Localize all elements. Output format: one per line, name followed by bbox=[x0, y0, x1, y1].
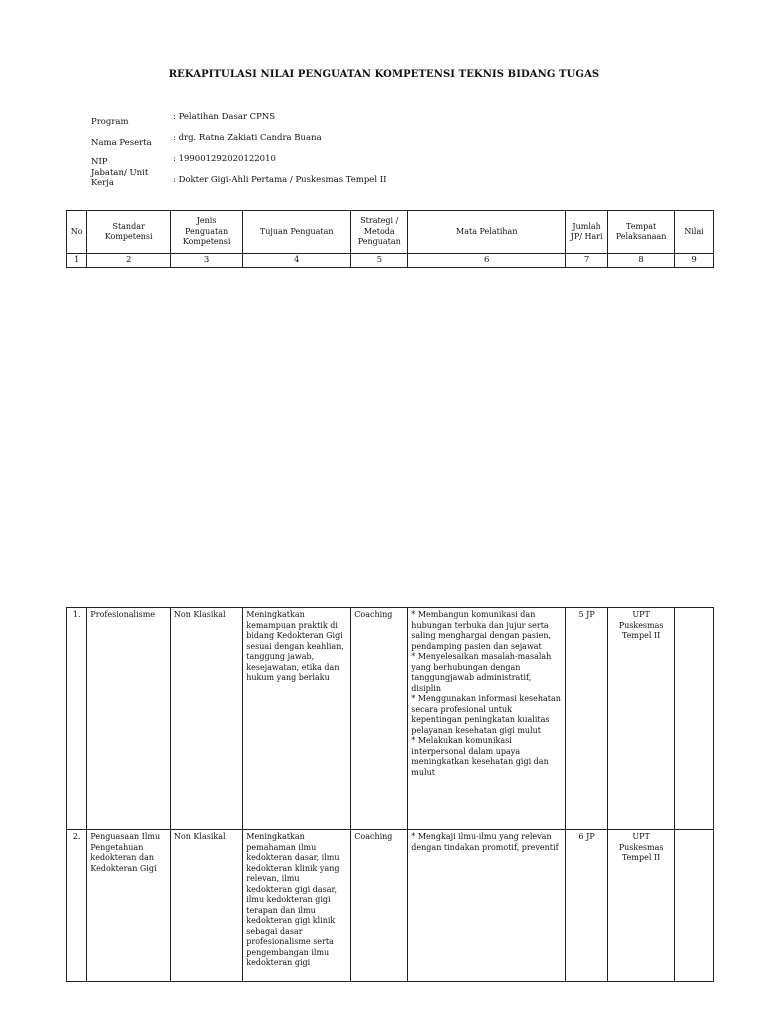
info-value-nama: : drg. Ratna Zakiati Candra Buana bbox=[173, 133, 322, 143]
info-label-nama: Nama Peserta bbox=[91, 138, 152, 148]
document-title: REKAPITULASI NILAI PENGUATAN KOMPETENSI TEKNIS BIDANG TUGAS bbox=[168, 69, 600, 80]
col-number: 2 bbox=[87, 254, 171, 268]
info-value-program: : Pelatihan Dasar CPNS bbox=[173, 112, 276, 122]
row-nilai bbox=[675, 830, 714, 982]
info-label-nip: NIP bbox=[91, 157, 108, 167]
row-tujuan: Meningkatkan kemampuan praktik di bidang Kedokteran Gigi sesuai dengan keahlian, tanggung jawab, kesejawatan, etika dan hukum yang berlaku bbox=[243, 608, 351, 830]
col-header-nilai: Nilai bbox=[675, 211, 714, 254]
col-number: 6 bbox=[408, 254, 566, 268]
row-jenis: Non Klasikal bbox=[170, 830, 242, 982]
competency-table bbox=[66, 607, 714, 982]
col-number: 8 bbox=[607, 254, 674, 268]
row-mata-pelatihan: * Mengkaji ilmu-ilmu yang relevan dengan tindakan promotif, preventif bbox=[408, 830, 566, 982]
col-header-no: No bbox=[67, 211, 87, 254]
row-strategi: Coaching bbox=[351, 608, 408, 830]
table-row bbox=[67, 830, 714, 982]
col-header-jenis: Jenis Penguatan Kompetensi bbox=[170, 211, 242, 254]
row-tempat: UPT Puskesmas Tempel II bbox=[607, 830, 674, 982]
row-standar: Penguasaan Ilmu Pengetahuan kedokteran dan Kedokteran Gigi bbox=[87, 830, 171, 982]
col-header-tempat: Tempat Pelaksanaan bbox=[607, 211, 674, 254]
info-value-jabatan: : Dokter Gigi-Ahli Pertama / Puskesmas Tempel II bbox=[173, 175, 387, 185]
col-number: 1 bbox=[67, 254, 87, 268]
header-table bbox=[66, 210, 714, 268]
info-label-program: Program bbox=[91, 117, 129, 127]
table-row bbox=[67, 608, 714, 830]
col-number: 9 bbox=[675, 254, 714, 268]
info-label-jabatan: Jabatan/ Unit Kerja bbox=[91, 168, 149, 188]
row-strategi: Coaching bbox=[351, 830, 408, 982]
info-value-nip: : 199001292020122010 bbox=[173, 154, 276, 164]
col-header-jp: Jumlah JP/ Hari bbox=[566, 211, 608, 254]
col-number: 5 bbox=[351, 254, 408, 268]
col-header-standar: Standar Kompetensi bbox=[87, 211, 171, 254]
row-no: 1. bbox=[67, 608, 87, 830]
row-jp: 6 JP bbox=[566, 830, 608, 982]
row-jp: 5 JP bbox=[566, 608, 608, 830]
row-standar: Profesionalisme bbox=[87, 608, 171, 830]
row-nilai bbox=[675, 608, 714, 830]
row-mata-pelatihan: * Membangun komunikasi dan hubungan terbuka dan jujur serta saling menghargai dengan pasien, pendamping pasien dan sejawat * Menyelesaikan masalah-masalah yang berhubungan dengan tanggungjawab administratif, disiplin * Menggunakan informasi kesehatan secara profesional untuk kepentingan peningkatan kualitas pelayanan kesehatan gigi mulut * Melakukan komunikasi interpersonal dalam upaya meningkatkan kesehatan gigi dan mulut bbox=[408, 608, 566, 830]
col-header-tujuan: Tujuan Penguatan bbox=[243, 211, 351, 254]
row-jenis: Non Klasikal bbox=[170, 608, 242, 830]
col-number: 3 bbox=[170, 254, 242, 268]
col-header-mata: Mata Pelatihan bbox=[408, 211, 566, 254]
row-tujuan: Meningkatkan pemahaman ilmu kedokteran dasar, ilmu kedokteran klinik yang relevan, ilmu kedokteran gigi dasar, ilmu kedokteran gigi terapan dan ilmu kedokteran gigi klinik sebagai dasar profesionalisme serta pengembangan ilmu kedokteran gigi bbox=[243, 830, 351, 982]
col-number: 7 bbox=[566, 254, 608, 268]
col-header-strategi: Strategi / Metoda Penguatan bbox=[351, 211, 408, 254]
row-no: 2. bbox=[67, 830, 87, 982]
row-tempat: UPT Puskesmas Tempel II bbox=[607, 608, 674, 830]
col-number: 4 bbox=[243, 254, 351, 268]
